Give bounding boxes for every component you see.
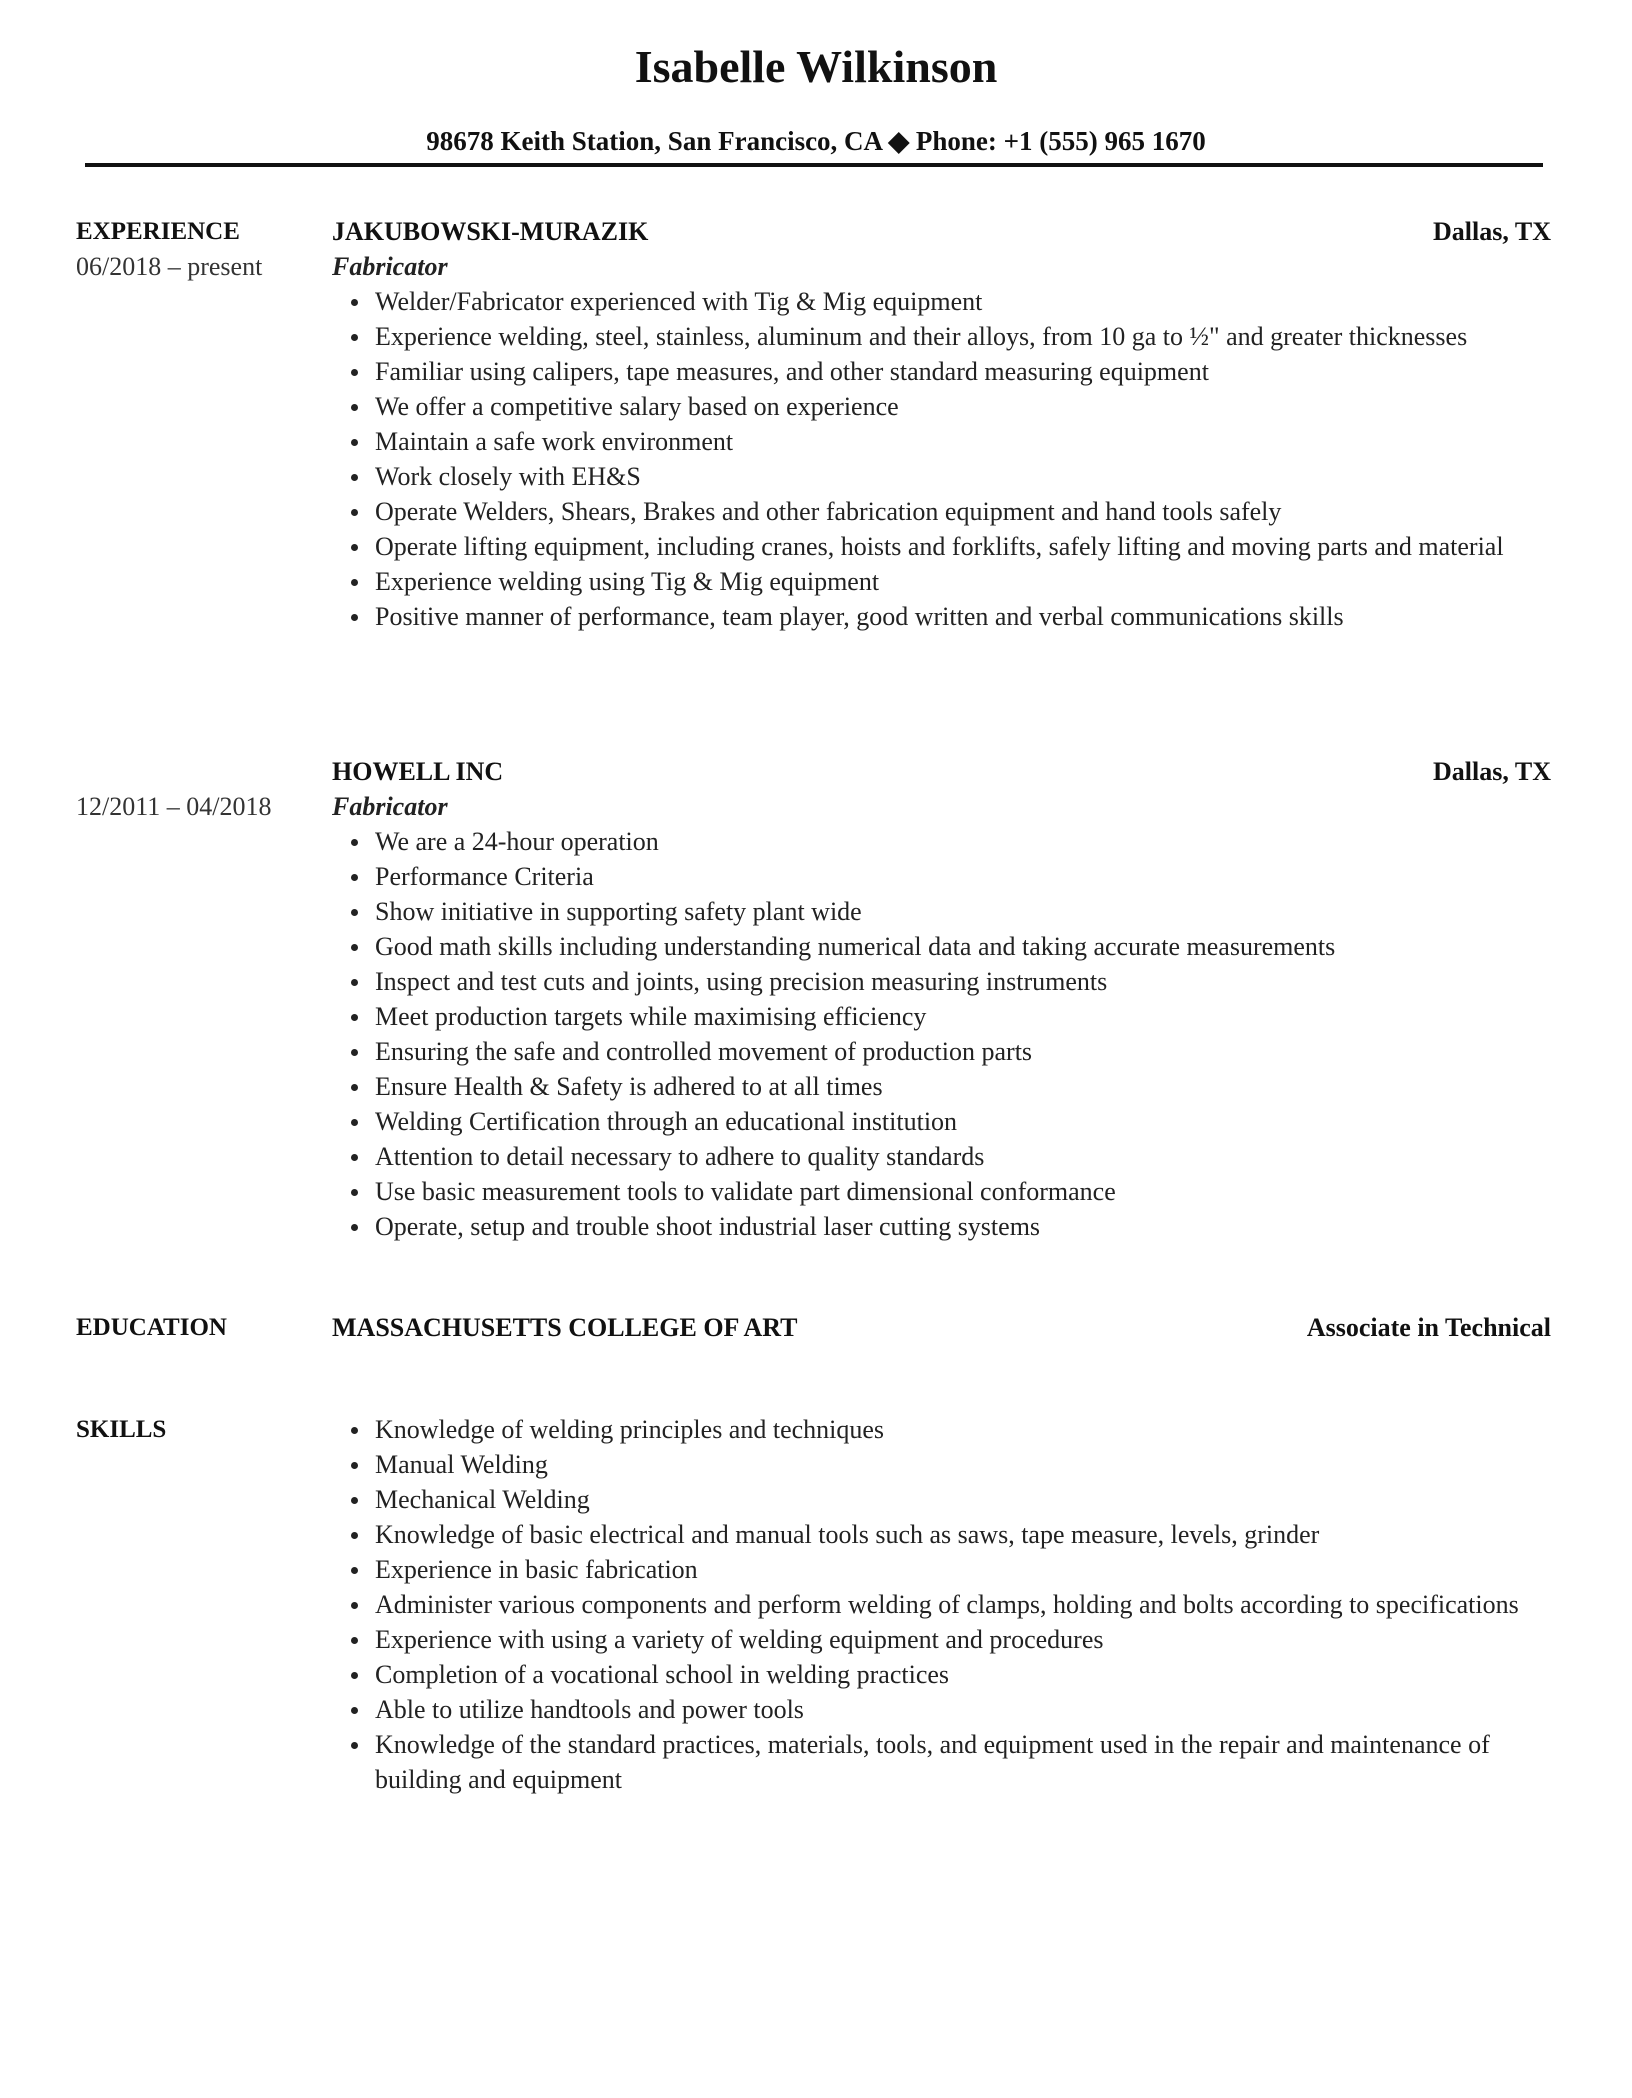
list-item: Familiar using calipers, tape measures, and other standard measuring equipment xyxy=(375,354,1551,389)
job-title: Fabricator xyxy=(332,792,448,821)
school-name: MASSACHUSETTS COLLEGE OF ART xyxy=(332,1313,798,1342)
list-item: Mechanical Welding xyxy=(375,1482,1551,1517)
list-item: Attention to detail necessary to adhere to quality standards xyxy=(375,1139,1551,1174)
list-item: Inspect and test cuts and joints, using precision measuring instruments xyxy=(375,964,1551,999)
list-item: Performance Criteria xyxy=(375,859,1551,894)
list-item: Ensuring the safe and controlled movement of production parts xyxy=(375,1034,1551,1069)
job-title: Fabricator xyxy=(332,252,448,281)
list-item: Administer various components and perform welding of clamps, holding and bolts according to specifications xyxy=(375,1587,1551,1622)
skills-section xyxy=(76,1412,1551,1797)
experience-job-1 xyxy=(76,214,1551,634)
header-divider xyxy=(85,163,1543,167)
job-bullets xyxy=(332,284,1551,634)
company-name: HOWELL INC xyxy=(332,757,504,786)
list-item: Experience with using a variety of welding equipment and procedures xyxy=(375,1622,1551,1657)
list-item: Experience welding, steel, stainless, aluminum and their alloys, from 10 ga to ½" and greater thicknesses xyxy=(375,319,1551,354)
list-item: Work closely with EH&S xyxy=(375,459,1551,494)
list-item: Show initiative in supporting safety plant wide xyxy=(375,894,1551,929)
list-item: Ensure Health & Safety is adhered to at all times xyxy=(375,1069,1551,1104)
list-item: Experience in basic fabrication xyxy=(375,1552,1551,1587)
degree: Associate in Technical xyxy=(1306,1313,1551,1342)
job-dates: 06/2018 – present xyxy=(76,252,263,281)
list-item: Manual Welding xyxy=(375,1447,1551,1482)
list-item: Maintain a safe work environment xyxy=(375,424,1551,459)
list-item: We are a 24-hour operation xyxy=(375,824,1551,859)
list-item: Knowledge of the standard practices, materials, tools, and equipment used in the repair and maintenance of building and equipment xyxy=(375,1727,1551,1797)
contact-info: 98678 Keith Station, San Francisco, CA ◆ Phone: +1 (555) 965 1670 xyxy=(426,126,1206,156)
list-item: Experience welding using Tig & Mig equipment xyxy=(375,564,1551,599)
section-label-experience: EXPERIENCE xyxy=(76,218,240,245)
skills-list xyxy=(332,1412,1551,1797)
list-item: We offer a competitive salary based on experience xyxy=(375,389,1551,424)
section-label-skills: SKILLS xyxy=(76,1416,167,1443)
experience-job-2 xyxy=(76,754,1551,1244)
list-item: Welding Certification through an educational institution xyxy=(375,1104,1551,1139)
candidate-name: Isabelle Wilkinson xyxy=(634,41,998,92)
job-bullets xyxy=(332,824,1551,1244)
job-dates: 12/2011 – 04/2018 xyxy=(76,792,272,821)
list-item: Operate lifting equipment, including cranes, hoists and forklifts, safely lifting and moving parts and material xyxy=(375,529,1551,564)
list-item: Meet production targets while maximising efficiency xyxy=(375,999,1551,1034)
section-label-education: EDUCATION xyxy=(76,1314,227,1341)
education-section xyxy=(76,1310,1551,1345)
list-item: Use basic measurement tools to validate part dimensional conformance xyxy=(375,1174,1551,1209)
list-item: Operate, setup and trouble shoot industrial laser cutting systems xyxy=(375,1209,1551,1244)
list-item: Able to utilize handtools and power tools xyxy=(375,1692,1551,1727)
list-item: Completion of a vocational school in welding practices xyxy=(375,1657,1551,1692)
list-item: Positive manner of performance, team player, good written and verbal communications skills xyxy=(375,599,1551,634)
list-item: Good math skills including understanding numerical data and taking accurate measurements xyxy=(375,929,1551,964)
job-location: Dallas, TX xyxy=(1433,217,1551,246)
company-name: JAKUBOWSKI-MURAZIK xyxy=(332,217,649,246)
list-item: Knowledge of basic electrical and manual tools such as saws, tape measure, levels, grinder xyxy=(375,1517,1551,1552)
list-item: Knowledge of welding principles and techniques xyxy=(375,1412,1551,1447)
list-item: Operate Welders, Shears, Brakes and other fabrication equipment and hand tools safely xyxy=(375,494,1551,529)
list-item: Welder/Fabricator experienced with Tig & Mig equipment xyxy=(375,284,1551,319)
job-location: Dallas, TX xyxy=(1433,757,1551,786)
